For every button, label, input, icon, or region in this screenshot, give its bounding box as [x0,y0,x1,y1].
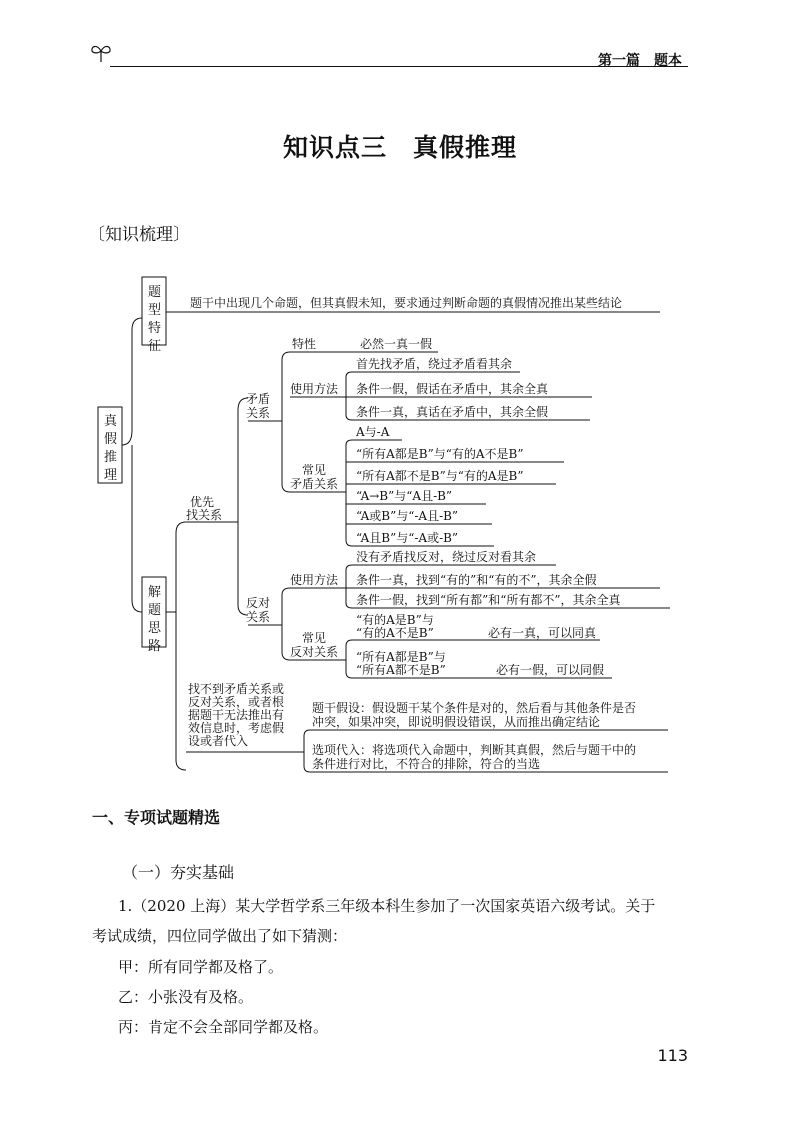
svg-text:特性: 特性 [292,337,317,351]
svg-text:找不到矛盾关系或: 找不到矛盾关系或 [188,682,285,696]
svg-text:解: 解 [148,585,162,600]
svg-text:反对关系，或者根: 反对关系，或者根 [188,695,285,709]
svg-text:条件一假，假话在矛盾中，其余全真: 条件一假，假话在矛盾中，其余全真 [356,382,549,396]
svg-text:矛盾关系: 矛盾关系 [290,477,339,491]
root-label: 真 [104,414,118,429]
svg-text:条件一真，找到“有的”和“有的不”，其余全假: 条件一真，找到“有的”和“有的不”，其余全假 [356,573,597,587]
svg-text:关系: 关系 [246,406,271,420]
svg-text:“A→B”与“A且-B”: “A→B”与“A且-B” [356,489,453,503]
svg-text:题: 题 [148,285,162,300]
svg-text:理: 理 [104,468,118,483]
feature-desc: 题干中出现几个命题，但其真假未知，要求通过判断命题的真假情况推出某些结论 [190,296,623,310]
svg-text:A与-A: A与-A [356,425,390,439]
guess-b: 乙：小张没有及格。 [118,988,254,1006]
section-heading: 一、专项试题精选 [92,808,221,827]
svg-text:“A且B”与“-A或-B”: “A且B”与“-A或-B” [356,531,459,545]
question-line-2: 考试成绩，四位同学做出了如下猜测： [92,927,348,945]
guess-a: 甲：所有同学都及格了。 [118,958,284,976]
section-tag: 〔知识梳理〕 [88,225,190,245]
svg-text:矛盾: 矛盾 [246,392,271,406]
svg-text:没有矛盾找反对，绕过反对看其余: 没有矛盾找反对，绕过反对看其余 [356,550,537,564]
guess-c: 丙：肯定不会全部同学都及格。 [118,1018,329,1036]
page-title: 知识点三 真假推理 [282,133,517,162]
svg-text:特: 特 [148,321,162,336]
svg-text:冲突，如果冲突，即说明假设错误，从而推出确定结论: 冲突，如果冲突，即说明假设错误，从而推出确定结论 [312,715,601,729]
svg-text:“所有A都是B”与: “所有A都是B”与 [356,650,446,664]
svg-text:选项代入：将选项代入命题中，判断其真假，然后与题干中的: 选项代入：将选项代入命题中，判断其真假，然后与题干中的 [312,743,637,757]
svg-text:推: 推 [104,450,118,465]
svg-text:条件进行对比，不符合的排除，符合的当选: 条件进行对比，不符合的排除，符合的当选 [312,757,541,771]
svg-text:条件一假，找到“所有都”和“所有都不”，其余全真: 条件一假，找到“所有都”和“所有都不”，其余全真 [356,593,621,607]
svg-text:题干假设：假设题干某个条件是对的，然后看与其他条件是否: 题干假设：假设题干某个条件是对的，然后看与其他条件是否 [312,701,637,715]
question-line-1: 1.（2020 上海）某大学哲学系三年级本科生参加了一次国家英语六级考试。关于 [118,897,656,915]
svg-text:“所有A都是B”与“有的A不是B”: “所有A都是B”与“有的A不是B” [356,447,524,461]
svg-text:“A或B”与“-A且-B”: “A或B”与“-A且-B” [356,509,459,523]
svg-text:“所有A都不是B”与“有的A是B”: “所有A都不是B”与“有的A是B” [356,469,524,483]
svg-text:找关系: 找关系 [186,508,223,522]
svg-text:“有的A是B”与: “有的A是B”与 [356,613,434,627]
svg-text:型: 型 [148,303,162,318]
page-number: 113 [657,1046,688,1065]
svg-text:优先: 优先 [190,495,215,509]
svg-text:征: 征 [148,339,162,354]
svg-text:路: 路 [148,639,162,654]
svg-text:常见: 常见 [302,463,327,477]
svg-text:必有一真，可以同真: 必有一真，可以同真 [488,626,597,640]
svg-text:反对: 反对 [246,596,271,610]
svg-text:常见: 常见 [302,631,327,645]
svg-text:据题干无法推出有: 据题干无法推出有 [188,708,285,722]
svg-text:效信息时，考虑假: 效信息时，考虑假 [188,721,285,735]
svg-text:设或者代入: 设或者代入 [188,734,249,748]
svg-text:必然一真一假: 必然一真一假 [360,337,433,351]
svg-text:关系: 关系 [246,610,271,624]
running-header: 第一篇 题本 [598,53,682,69]
svg-text:首先找矛盾，绕过矛盾看其余: 首先找矛盾，绕过矛盾看其余 [356,357,513,371]
subsection-heading: （一）夯实基础 [122,863,235,882]
svg-text:必有一假，可以同假: 必有一假，可以同假 [496,663,605,677]
svg-text:题: 题 [148,603,162,618]
svg-text:思: 思 [148,621,162,636]
svg-text:条件一真，真话在矛盾中，其余全假: 条件一真，真话在矛盾中，其余全假 [356,405,549,419]
svg-text:“有的A不是B”: “有的A不是B” [356,626,434,640]
svg-text:使用方法: 使用方法 [290,382,339,396]
svg-text:反对关系: 反对关系 [290,645,339,659]
svg-text:使用方法: 使用方法 [290,573,339,587]
svg-text:“所有A都不是B”: “所有A都不是B” [356,663,446,677]
svg-text:假: 假 [104,432,118,447]
